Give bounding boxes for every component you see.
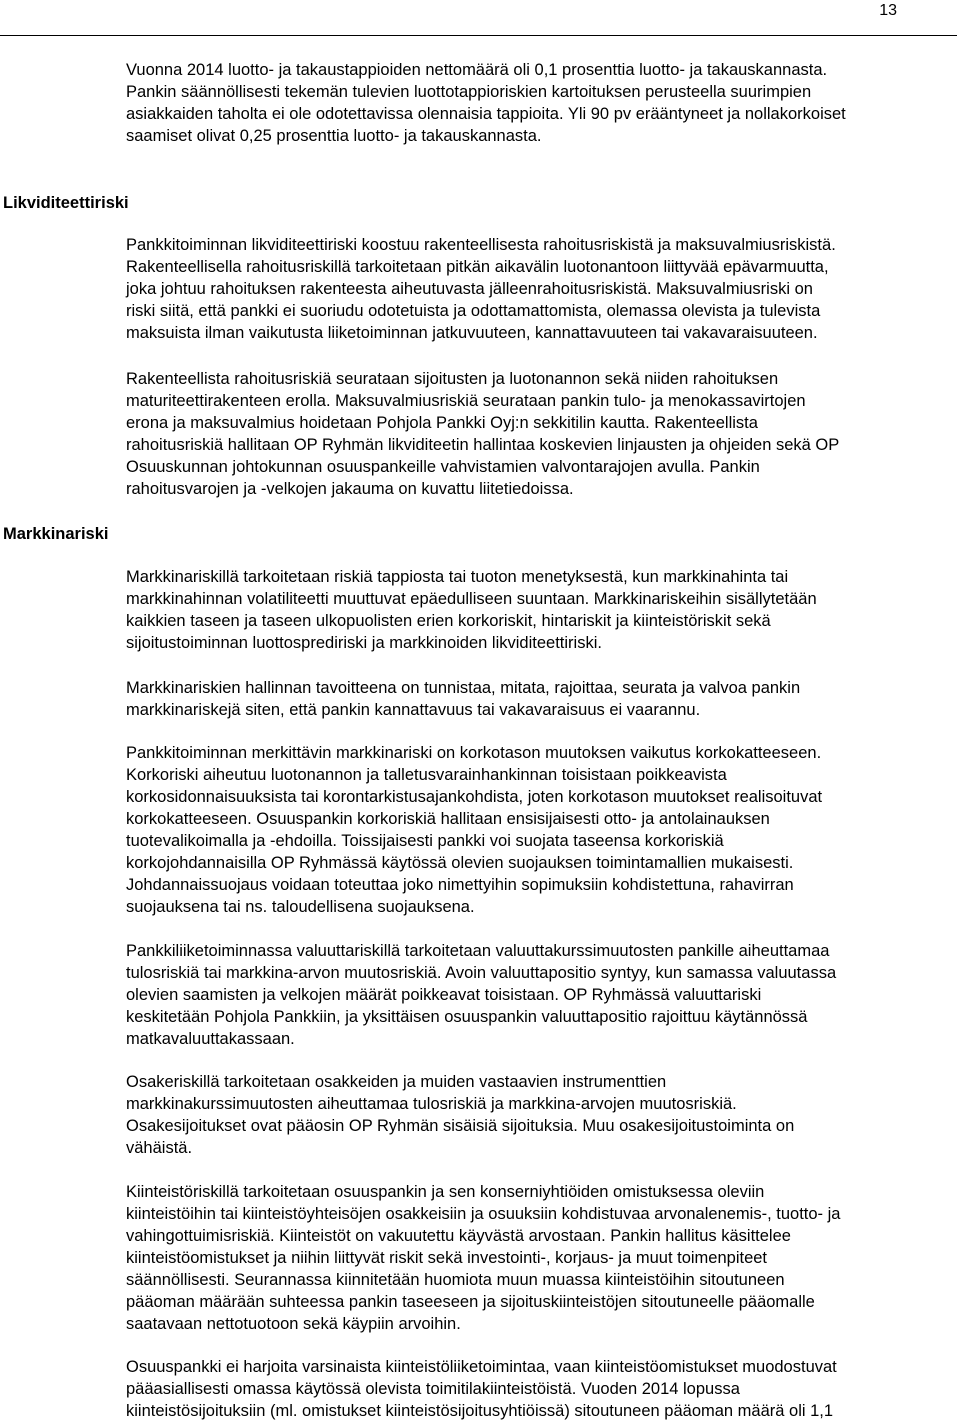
text-line: erona ja maksuvalmius hoidetaan Pohjola Pankki Oyj:n sekkitilin kautta. Rakenteellista (126, 414, 758, 432)
text-line: vähäistä. (126, 1139, 193, 1157)
text-line: pääasiallisesti omassa käytössä olevista toimitilakiinteistöistä. Vuoden 2014 lopussa (126, 1380, 740, 1398)
text-line: Johdannaissuojaus voidaan toteuttaa joko nimettyihin sopimuksiin kohdistettuna, rahavirran (126, 876, 794, 894)
header-rule (0, 35, 957, 36)
paragraph-market-risk-definition (126, 566, 956, 654)
text-line: Kiinteistöriskillä tarkoitetaan osuuspankin ja sen konserniyhtiöiden omistuksessa oleviin (126, 1183, 765, 1201)
section-heading-liquidity-risk: Likviditeettiriski (3, 194, 129, 212)
text-line: Pankin säännöllisesti tekemän tulevien luottotappioriskien kartoituksen perusteella suurimpien (126, 83, 812, 101)
text-line: Vuonna 2014 luotto- ja takaustappioiden nettomäärä oli 0,1 prosenttia luotto- ja takauskannasta. (126, 61, 828, 79)
text-line: korkokatteeseen. Osuuspankin korkoriskiä hallitaan ensisijaisesti otto- ja antolainauksen (126, 810, 770, 828)
paragraph-market-risk-goal (126, 677, 956, 721)
text-line: maksuista ilman vaikutusta liiketoiminnan jatkuvuuteen, kannattavuuteen tai vakavaraisuuteen. (126, 324, 818, 342)
text-line: kiinteistöomistukset ja niihin liittyvät riskit sekä investointi-, korjaus- ja muut toimenpiteet (126, 1249, 768, 1267)
text-line: kiinteistösijoituksiin (ml. omistukset kiinteistösijoitusyhtiöissä) sitoutuneen pääoman määrä oli 1,1 (126, 1402, 834, 1420)
text-line: pääoman määrään suhteessa pankin taseeseen ja sijoituskiinteistöjen sitoutuneelle pääomalle (126, 1293, 815, 1311)
text-line: Markkinariskien hallinnan tavoitteena on tunnistaa, mitata, rajoittaa, seurata ja valvoa pankin (126, 679, 801, 697)
paragraph-currency-risk (126, 940, 956, 1050)
text-line: riski siitä, että pankki ei suoriudu odotetuista ja odottamattomista, olemassa olevista ja tulevista (126, 302, 821, 320)
text-line: Pankkiliiketoiminnassa valuuttariskillä tarkoitetaan valuuttakurssimuutosten pankille aiheuttamaa (126, 942, 830, 960)
paragraph-interest-rate-risk (126, 742, 956, 918)
text-line: Pankkitoiminnan merkittävin markkinariski on korkotason muutoksen vaikutus korkokatteeseen. (126, 744, 822, 762)
text-line: saatavaan nettotuotoon sekä käypiin arvoihin. (126, 1315, 461, 1333)
text-line: Korkoriski aiheutuu luotonannon ja talletusvarainhankinnan toisistaan poikkeavista (126, 766, 727, 784)
text-line: Rakenteellisella rahoitusriskillä tarkoitetaan pitkän aikavälin luotonantoon liittyvää epävarmuutta, (126, 258, 829, 276)
text-line: kaikkien taseen ja taseen ulkopuolisten erien korkoriskit, hintariskit ja kiinteistöriskit sekä (126, 612, 771, 630)
text-line: markkinakurssimuutosten aiheuttamaa tulosriskiä ja markkina-arvojen muutosriskiä. (126, 1095, 737, 1113)
text-line: sijoitustoiminnan luottosprediriski ja markkinoiden likviditeettiriski. (126, 634, 602, 652)
page-number: 13 (879, 2, 897, 19)
paragraph-liquidity-monitoring (126, 368, 956, 500)
text-line: markkinahinnan volatiliteetti muuttuvat epäedulliseen suuntaan. Markkinariskeihin sisällytetään (126, 590, 817, 608)
paragraph-real-estate-holdings (126, 1356, 956, 1422)
section-heading-market-risk: Markkinariski (3, 525, 109, 543)
text-line: säännöllisesti. Seurannassa kiinnitetään huomiota muun muassa kiinteistöihin sitoutuneen (126, 1271, 785, 1289)
text-line: joka johtuu rahoituksen rakenteesta aiheutuvasta jälleenrahoitusriskistä. Maksuvalmiusriski on (126, 280, 813, 298)
text-line: olevien saamisten ja velkojen määrät poikkeavat toisistaan. OP Ryhmässä valuuttariski (126, 986, 762, 1004)
text-line: rahoitusriskiä hallitaan OP Ryhmän likviditeetin hallintaa koskevien linjausten ja ohjeiden sekä OP (126, 436, 840, 454)
text-line: Rakenteellista rahoitusriskiä seurataan sijoitusten ja luotonannon sekä niiden rahoituksen (126, 370, 779, 388)
paragraph-equity-risk (126, 1071, 956, 1159)
text-line: Markkinariskillä tarkoitetaan riskiä tappiosta tai tuoton menetyksestä, kun markkinahinta tai (126, 568, 789, 586)
text-line: vahingottuimisriskiä. Kiinteistöt on vakuutettu käyvästä arvostaan. Pankin hallitus käsittelee (126, 1227, 791, 1245)
text-line: korkojohdannaisilla OP Ryhmässä käytössä olevien suojauksen toimintamallien mukaisesti. (126, 854, 794, 872)
text-line: rahoitusvarojen ja -velkojen jakauma on kuvattu liitetiedoissa. (126, 480, 574, 498)
paragraph-liquidity-definition (126, 234, 956, 344)
text-line: Osuuspankki ei harjoita varsinaista kiinteistöliiketoimintaa, vaan kiinteistöomistukset muodostuvat (126, 1358, 837, 1376)
paragraph-credit-losses (126, 59, 956, 147)
paragraph-real-estate-risk (126, 1181, 956, 1335)
text-line: tulosriskiä tai markkina-arvon muutosriskiä. Avoin valuuttapositio syntyy, kun samassa valuutassa (126, 964, 837, 982)
text-line: korkosidonnaisuuksista tai korontarkistusajankohdista, joten korkotason muutokset realisoituvat (126, 788, 823, 806)
text-line: Osakesijoitukset ovat pääosin OP Ryhmän sisäisiä sijoituksia. Muu osakesijoitustoiminta on (126, 1117, 795, 1135)
text-line: saamiset olivat 0,25 prosenttia luotto- ja takauskannasta. (126, 127, 542, 145)
text-line: matkavaluuttakassaan. (126, 1030, 295, 1048)
text-line: keskitetään Pohjola Pankkiin, ja yksittäisen osuuspankin valuuttapositio rajoittuu käytännössä (126, 1008, 808, 1026)
text-line: Osakeriskillä tarkoitetaan osakkeiden ja muiden vastaavien instrumenttien (126, 1073, 667, 1091)
text-line: tuotevalikoimalla ja -ehdoilla. Toissijaisesti pankki voi suojata taseensa korkoriskiä (126, 832, 724, 850)
text-line: markkinariskejä siten, että pankin kannattavuus tai vakavaraisuus ei vaarannu. (126, 701, 701, 719)
text-line: kiinteistöihin tai kiinteistöyhteisöjen osakkeisiin ja osuuksiin kohdistuvaa arvonalenemis-, tuotto- ja (126, 1205, 841, 1223)
text-line: Osuuskunnan johtokunnan osuuspankeille vahvistamien valvontarajojen avulla. Pankin (126, 458, 760, 476)
text-line: maturiteettirakenteen erolla. Maksuvalmiusriskiä seurataan pankin tulo- ja menokassavirtojen (126, 392, 806, 410)
text-line: asiakkaiden taholta ei ole odotettavissa olennaisia tappioita. Yli 90 pv erääntyneet ja nollakorkoiset (126, 105, 846, 123)
text-line: suojauksena tai ns. taloudellisena suojauksena. (126, 898, 475, 916)
text-line: Pankkitoiminnan likviditeettiriski koostuu rakenteellisesta rahoitusriskistä ja maksuvalmiusriskistä. (126, 236, 836, 254)
